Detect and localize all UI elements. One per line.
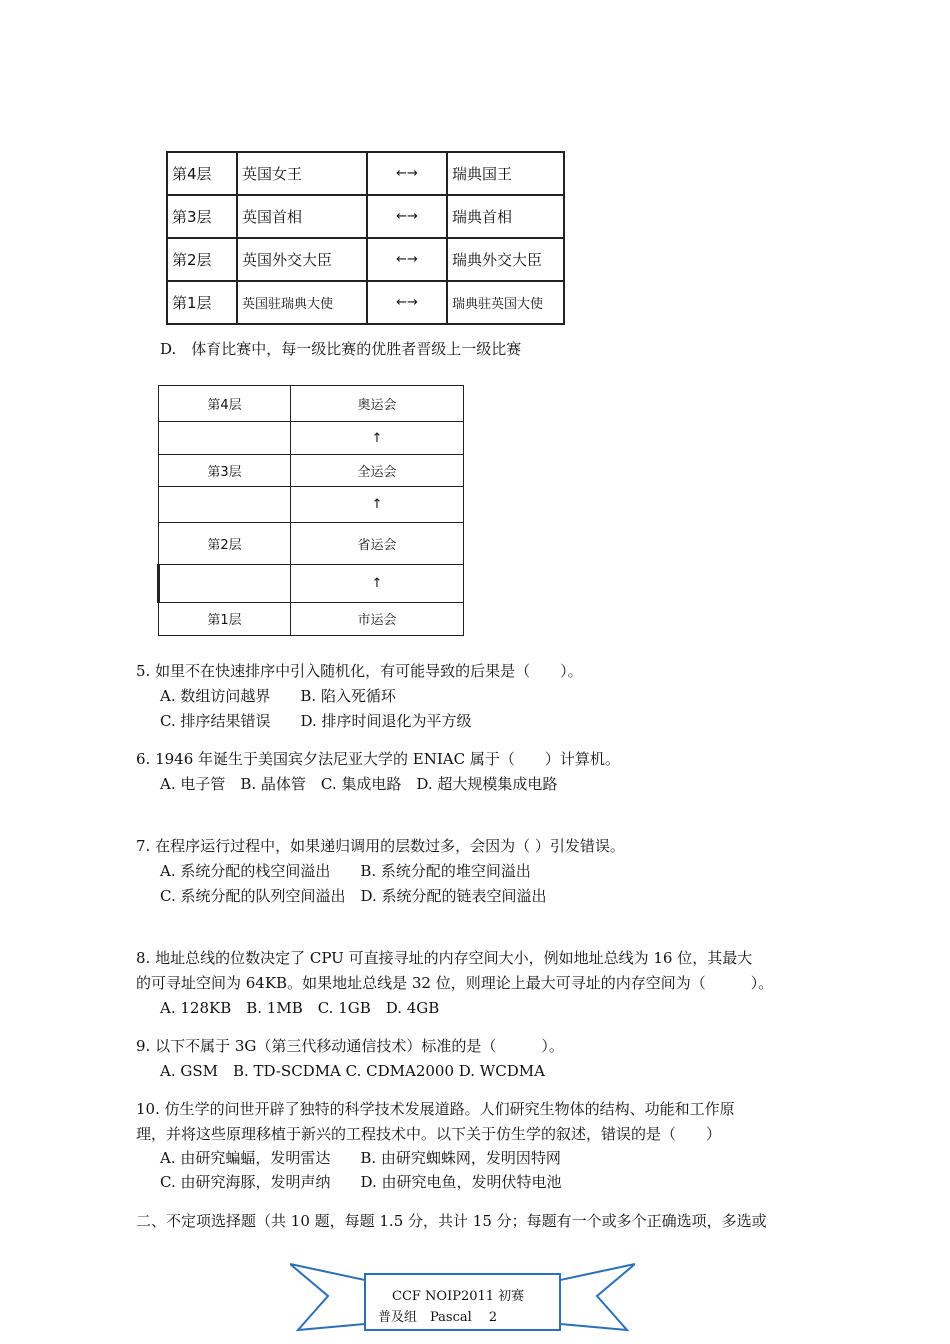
question-8-line-1: 8. 地址总线的位数决定了 CPU 可直接寻址的内存空间大小，例如地址总线为 16 位，其最大 [136,949,753,967]
table-row [159,564,464,602]
question-8-line-2: 的可寻址空间为 64KB。如果地址总线是 32 位，则理论上最大可寻址的内存空间为（ ）。 [136,974,774,992]
event-cell: 省运会 [291,522,464,564]
table-row [159,602,464,635]
layers-table-d [157,385,464,636]
arrow-cell: ←→ [367,152,447,195]
table-row [159,487,464,522]
arrow-up-icon: ↑ [291,422,464,455]
table-row [159,386,464,422]
table-row [159,422,464,455]
question-9-options-1: A. GSM B. TD-SCDMA C. CDMA2000 D. WCDMA [160,1062,545,1080]
table-row [159,522,464,564]
event-cell: 奥运会 [291,386,464,422]
question-10-options-2: C. 由研究海豚，发明声纳 D. 由研究电鱼，发明伏特电池 [160,1173,562,1191]
section-2-heading: 二、不定项选择题（共 10 题，每题 1.5 分，共计 15 分；每题有一个或多个正确选项，多选或 [136,1212,767,1230]
layer-cell: 第4层 [167,152,237,195]
arrow-up-icon: ↑ [291,564,464,602]
layer-cell: 第1层 [159,602,291,635]
table-row [167,152,564,195]
question-7-options-1: A. 系统分配的栈空间溢出 B. 系统分配的堆空间溢出 [160,862,531,880]
question-6-options-1: A. 电子管 B. 晶体管 C. 集成电路 D. 超大规模集成电路 [160,775,558,793]
footer-line-1: CCF NOIP2011 初赛 [392,1289,525,1304]
right-cell: 瑞典国王 [447,152,564,195]
question-7: 7. 在程序运行过程中，如果递归调用的层数过多，会因为（ ）引发错误。 [136,837,625,855]
question-5: 5. 如里不在快速排序中引入随机化，有可能导致的后果是（ ）。 [136,662,583,680]
left-cell: 英国外交大臣 [237,238,367,281]
table-row [167,238,564,281]
right-cell: 瑞典驻英国大使 [447,281,564,324]
layer-cell [159,564,291,602]
option-d-text: D. 体育比赛中，每一级比赛的优胜者晋级上一级比赛 [160,340,522,358]
question-6: 6. 1946 年诞生于美国宾夕法尼亚大学的 ENIAC 属于（ ）计算机。 [136,750,620,768]
layer-cell: 第2层 [167,238,237,281]
layer-cell [159,422,291,455]
layer-cell: 第3层 [159,455,291,487]
layer-cell [159,487,291,522]
question-10-line-2: 理，并将这些原理移植于新兴的工程技术中。以下关于仿生学的叙述，错误的是（ ） [136,1125,722,1143]
layers-table-c [166,151,565,325]
question-10-options-1: A. 由研究蝙蝠，发明雷达 B. 由研究蜘蛛网，发明因特网 [160,1149,561,1167]
table-row [167,281,564,324]
question-5-options-1: A. 数组访问越界 B. 陷入死循环 [160,687,396,705]
event-cell: 市运会 [291,602,464,635]
event-cell: 全运会 [291,455,464,487]
left-cell: 英国首相 [237,195,367,238]
question-8-options-1: A. 128KB B. 1MB C. 1GB D. 4GB [160,999,440,1017]
question-9: 9. 以下不属于 3G（第三代移动通信技术）标准的是（ ）。 [136,1037,564,1055]
arrow-cell: ←→ [367,238,447,281]
question-7-options-2: C. 系统分配的队列空间溢出 D. 系统分配的链表空间溢出 [160,887,547,905]
left-cell: 英国驻瑞典大使 [237,281,367,324]
question-10-line-1: 10. 仿生学的问世开辟了独特的科学技术发展道路。人们研究生物体的结构、功能和工作原 [136,1100,735,1118]
layer-cell: 第4层 [159,386,291,422]
right-cell: 瑞典外交大臣 [447,238,564,281]
arrow-cell: ←→ [367,195,447,238]
table-row [159,455,464,487]
layer-cell: 第2层 [159,522,291,564]
right-cell: 瑞典首相 [447,195,564,238]
table-row [167,195,564,238]
arrow-cell: ←→ [367,281,447,324]
arrow-up-icon: ↑ [291,487,464,522]
left-cell: 英国女王 [237,152,367,195]
footer-line-2: 普及组 Pascal 2 [378,1310,498,1325]
layer-cell: 第3层 [167,195,237,238]
question-5-options-2: C. 排序结果错误 D. 排序时间退化为平方级 [160,712,472,730]
layer-cell: 第1层 [167,281,237,324]
